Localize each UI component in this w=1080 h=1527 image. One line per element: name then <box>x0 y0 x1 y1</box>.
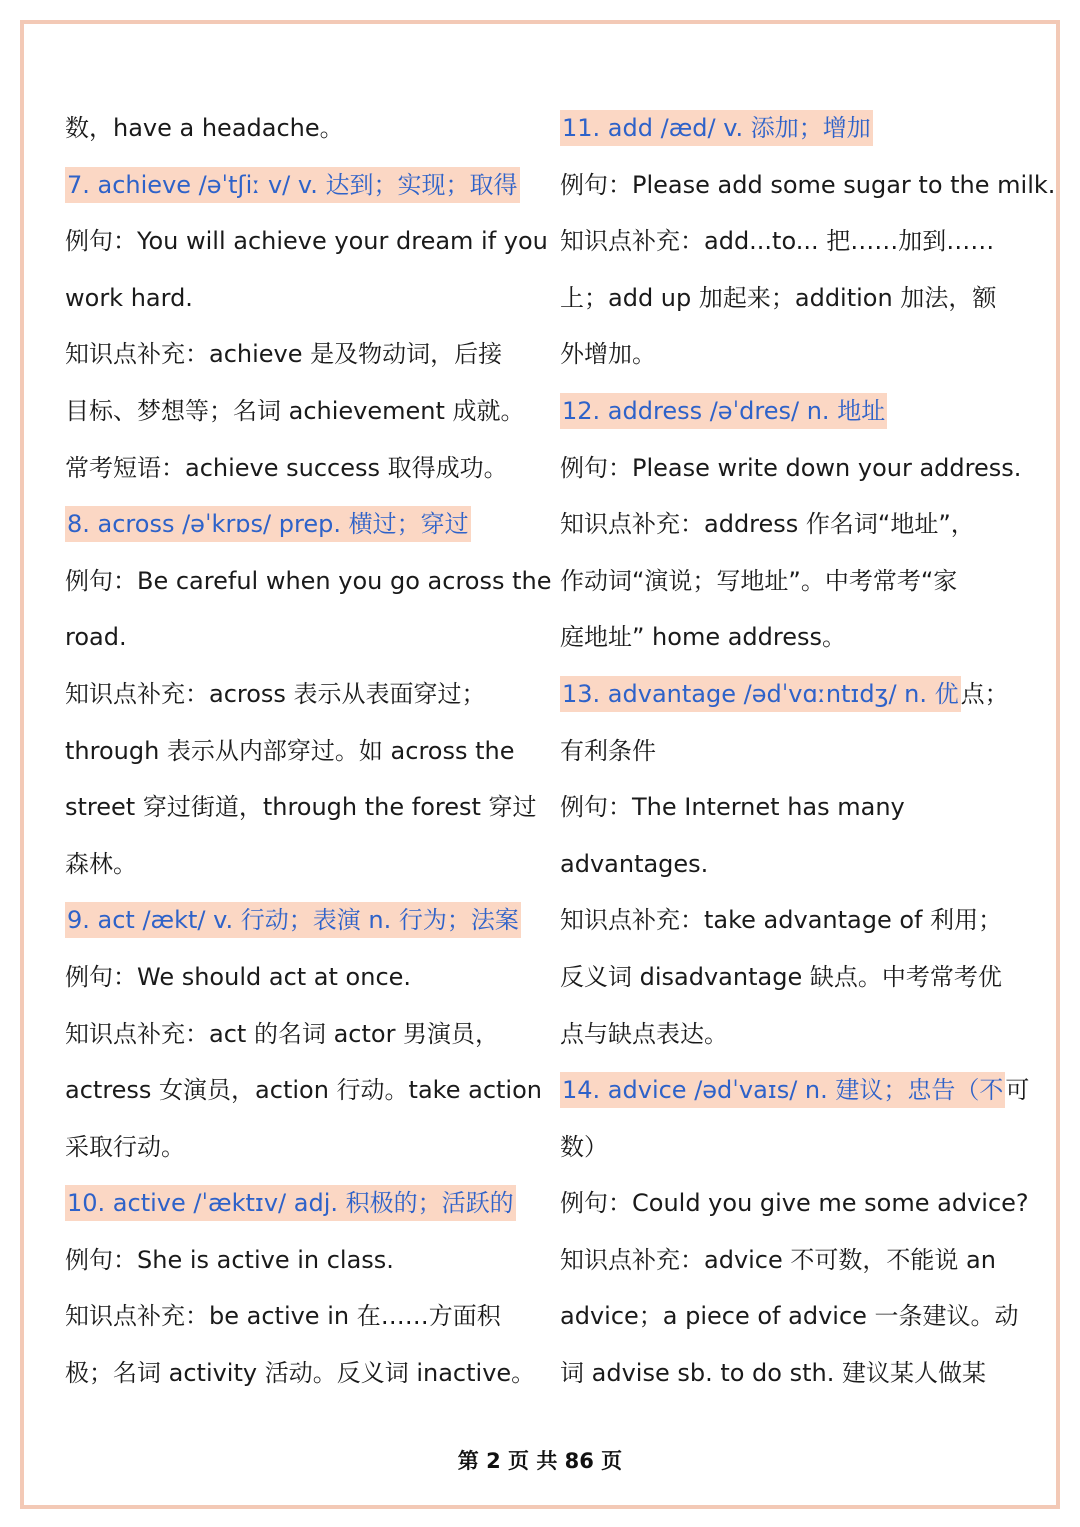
body-text-line: 知识点补充：act 的名词 actor 男演员， <box>65 1019 500 1048</box>
vocab-heading-highlight: 13. advantage /ədˈvɑːntɪdʒ/ n. 优 <box>560 676 961 712</box>
body-text-line: advantages. <box>560 849 709 878</box>
vocab-entry-heading <box>65 892 525 949</box>
vocab-heading-highlight: 9. act /ækt/ v. 行动；表演 n. 行为；法案 <box>65 902 521 938</box>
body-text-line: 外增加。 <box>560 340 656 369</box>
body-text-line: 例句：Be careful when you go across the <box>65 566 552 595</box>
body-text-line: through 表示从内部穿过。如 across the <box>65 736 515 765</box>
vocab-heading-highlight: 10. active /ˈæktɪv/ adj. 积极的；活跃的 <box>65 1185 516 1221</box>
body-text-line: 常考短语：achieve success 取得成功。 <box>65 453 508 482</box>
body-text-line: 例句：Please add some sugar to the milk. <box>560 170 1056 199</box>
body-text-line: 知识点补充：advice 不可数，不能说 an <box>560 1245 996 1274</box>
vocab-heading-continuation: 点； <box>960 679 1009 708</box>
body-text-line: 例句：She is active in class. <box>65 1245 394 1274</box>
body-text-line: 例句：You will achieve your dream if you <box>65 227 548 256</box>
vocab-heading-highlight: 12. address /əˈdres/ n. 地址 <box>560 393 887 429</box>
body-text-line: actress 女演员，action 行动。take action <box>65 1076 542 1105</box>
body-text-line: 知识点补充：be active in 在……方面积 <box>65 1302 501 1331</box>
body-text-line: 数，have a headache。 <box>65 114 344 142</box>
vocab-heading-continuation: 可 <box>1005 1076 1030 1105</box>
vocab-heading-highlight: 14. advice /ədˈvaɪs/ n. 建议；忠告（不 <box>560 1072 1005 1108</box>
body-text-line: 点与缺点表达。 <box>560 1019 728 1048</box>
body-text-line: road. <box>65 623 127 652</box>
page-footer: 第 2 页 共 86 页 <box>457 1449 623 1473</box>
body-text-line: street 穿过街道，through the forest 穿过 <box>65 793 537 822</box>
body-text-line: 采取行动。 <box>65 1132 185 1161</box>
body-text-line: 极；名词 activity 活动。反义词 inactive。 <box>65 1359 536 1388</box>
right-column <box>560 100 1056 1402</box>
vocab-heading-highlight: 7. achieve /əˈtʃiː v/ v. 达到；实现；取得 <box>65 167 520 203</box>
body-text-line: 知识点补充：take advantage of 利用； <box>560 906 1003 935</box>
body-text-line: 例句：Please write down your address. <box>560 453 1022 482</box>
body-text-line: 词 advise sb. to do sth. 建议某人做某 <box>560 1359 986 1388</box>
body-text-line: 有利条件 <box>560 736 656 765</box>
vocab-entry-heading <box>560 383 1020 440</box>
vocab-entry-heading <box>65 1175 525 1232</box>
vocab-entry-heading <box>65 157 525 214</box>
body-text-line: 知识点补充：add...to... 把……加到…… <box>560 227 995 256</box>
body-text-line: 目标、梦想等；名词 achievement 成就。 <box>65 396 525 425</box>
vocab-entry-heading <box>560 100 1020 157</box>
body-text-line: 森林。 <box>65 849 137 878</box>
vocab-entry-heading <box>560 666 1020 723</box>
body-text-line: work hard. <box>65 283 193 312</box>
body-text-line: 数） <box>560 1132 608 1161</box>
body-text-line: 例句：Could you give me some advice? <box>560 1189 1029 1218</box>
body-text-line: 例句：The Internet has many <box>560 793 905 822</box>
vocab-heading-highlight: 11. add /æd/ v. 添加；增加 <box>560 110 873 146</box>
body-text-line: 例句：We should act at once. <box>65 962 412 991</box>
vocab-entry-heading <box>65 496 525 553</box>
body-text-line: advice；a piece of advice 一条建议。动 <box>560 1302 1019 1331</box>
body-text-line: 上；add up 加起来；addition 加法，额 <box>560 283 997 312</box>
left-column <box>65 100 552 1402</box>
body-text-line: 知识点补充：across 表示从表面穿过； <box>65 679 486 708</box>
body-text-line: 庭地址” home address。 <box>560 623 847 652</box>
vocab-entry-heading <box>560 1062 1030 1119</box>
body-text-line: 反义词 disadvantage 缺点。中考常考优 <box>560 962 1002 991</box>
vocab-heading-highlight: 8. across /əˈkrɒs/ prep. 横过；穿过 <box>65 506 471 542</box>
body-text-line: 知识点补充：achieve 是及物动词，后接 <box>65 340 503 369</box>
body-text-line: 知识点补充：address 作名词“地址”， <box>560 510 975 539</box>
body-text-line: 作动词“演说；写地址”。中考常考“家 <box>560 566 958 595</box>
